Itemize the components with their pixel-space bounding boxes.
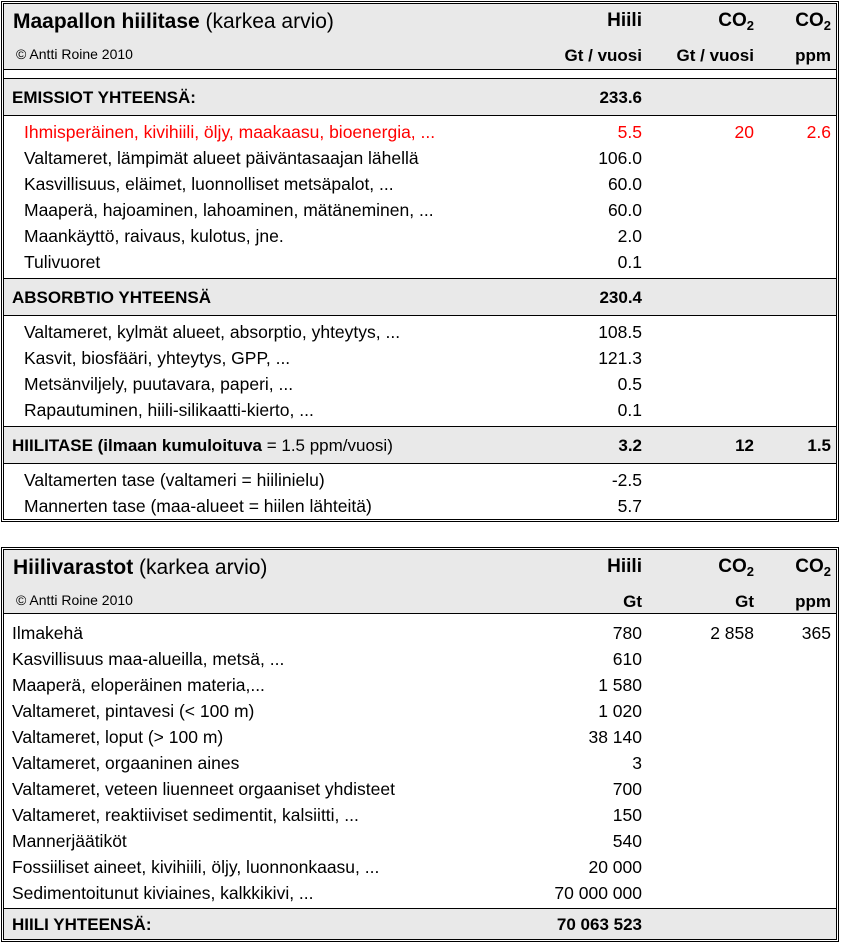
spacer [4,69,836,78]
carbon-storage-table [1,547,839,942]
section-total: 233.6 [599,88,642,107]
col-header-co2-ppm: $CO_2$ [795,10,831,33]
col-unit-co2-ppm: ppm [795,592,831,611]
balance-co2-ppm: 1.5 [807,436,831,455]
table-row: Valtameret, orgaaninen aines 3 [12,753,642,773]
balance-co2-gt: 12 [735,436,754,455]
table-header [4,4,836,69]
section-emissions [4,78,836,116]
table-row: Ihmisperäinen, kivihiili, öljy, maakaasu, bioenergia, ... 5.5 20 2.6 [24,122,831,142]
carbon-balance-table [1,1,839,522]
table-row: Valtameret, veteen liuenneet orgaaniset yhdisteet 700 [12,779,642,799]
table-row: Ilmakehä 780 2 858 365 [12,623,831,643]
col-header-carbon: Hiili [607,10,642,31]
col-unit-carbon: Gt [623,592,642,611]
section-absorption [4,278,836,316]
table-row: Metsänviljely, puutavara, paperi, ... 0.5 [24,374,642,394]
table-row: Valtameret, lämpimät alueet päiväntasaajan lähellä 106.0 [24,148,642,168]
table-title: Hiilivarastot (karkea arvio) [13,556,268,579]
table-row: Sedimentoitunut kiviaines, kalkkikivi, ... 70 000 000 [12,883,642,903]
col-header-co2-ppm: $CO_2$ [795,556,831,579]
table-row: Maankäyttö, raivaus, kulotus, jne. 2.0 [24,226,642,246]
section-label: HIILITASE (ilmaan kumuloituva = 1.5 ppm/vuosi) [12,436,393,455]
balance-carbon: 3.2 [618,436,642,455]
table-row: Valtamerten tase (valtameri = hiilinielu) -2.5 [24,470,642,490]
table-row: Fossiiliset aineet, kivihiili, öljy, luonnonkaasu, ... 20 000 [12,857,642,877]
col-header-carbon: Hiili [607,556,642,577]
table-row: Kasvit, biosfääri, yhteytys, GPP, ... 121.3 [24,348,642,368]
total-value: 70 063 523 [556,915,642,934]
table-row: Kasvillisuus maa-alueilla, metsä, ... 610 [12,649,642,669]
section-balance [4,426,836,464]
col-unit-co2-gt: Gt [735,592,754,611]
copyright: © Antti Roine 2010 [16,46,133,62]
table-row: Valtameret, loput (> 100 m) 38 140 [12,727,642,747]
col-unit-co2-ppm: ppm [795,46,831,65]
section-total: 230.4 [599,288,642,307]
table-row: Valtameret, pintavesi (< 100 m) 1 020 [12,701,642,721]
table-row: Mannerten tase (maa-alueet = hiilen lähteitä) 5.7 [24,496,642,516]
col-header-co2-gt: $CO_2$ [718,10,754,33]
table-row: Kasvillisuus, eläimet, luonnolliset metsäpalot, ... 60.0 [24,174,642,194]
col-unit-co2-gt: Gt / vuosi [676,46,754,65]
table-header [4,550,836,614]
section-total [4,908,836,939]
table-row: Mannerjäätiköt 540 [12,831,642,851]
table-row: Maaperä, eloperäinen materia,... 1 580 [12,675,642,695]
table-row: Valtameret, kylmät alueet, absorptio, yhteytys, ... 108.5 [24,322,642,342]
copyright: © Antti Roine 2010 [16,592,133,608]
table-row: Rapautuminen, hiili-silikaatti-kierto, ... 0.1 [24,400,642,420]
table-row: Maaperä, hajoaminen, lahoaminen, mätäneminen, ... 60.0 [24,200,642,220]
total-label: HIILI YHTEENSÄ: [12,915,152,934]
table-row: Valtameret, reaktiiviset sedimentit, kalsiitti, ... 150 [12,805,642,825]
table-title: Maapallon hiilitase (karkea arvio) [13,10,334,33]
col-unit-carbon: Gt / vuosi [564,46,642,65]
table-row: Tulivuoret 0.1 [24,252,642,272]
section-label: EMISSIOT YHTEENSÄ: [12,88,196,107]
col-header-co2-gt: $CO_2$ [718,556,754,579]
section-label: ABSORBTIO YHTEENSÄ [12,288,211,307]
